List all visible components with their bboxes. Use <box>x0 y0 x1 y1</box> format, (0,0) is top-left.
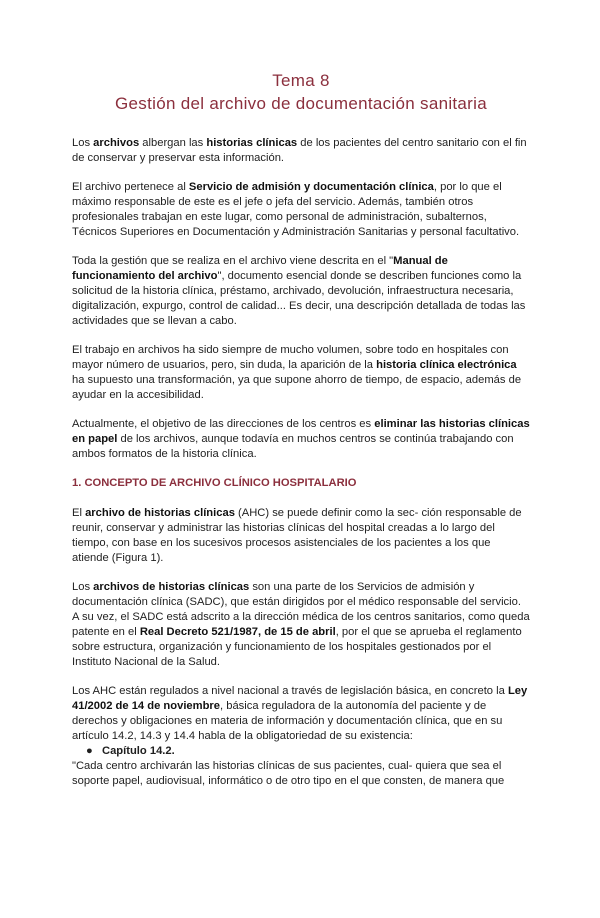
text: , básica reguladora de la autonomía del paciente y de derechos y obligaciones en materia de información y documentación clínica, que en su artículo 14.2, 14.3 y 14.4 habla de la obligatoriedad de su existencia: <box>72 700 503 742</box>
bold-term: Ley 41/2002 de 14 de noviembre <box>72 685 528 712</box>
text: Actualmente, el objetivo de las direcciones de los centros es <box>72 418 375 430</box>
chapter-subtitle: Gestión del archivo de documentación sanitaria <box>115 94 487 113</box>
text: Toda la gestión que se realiza en el archivo viene descrita en el " <box>72 255 394 267</box>
paragraph-1 <box>72 136 530 166</box>
section-heading: 1. CONCEPTO DE ARCHIVO CLÍNICO HOSPITALARIO <box>72 477 357 489</box>
chapter-title: Tema 8 <box>272 71 330 90</box>
text: de los archivos, aunque todavía en muchos centros se continúa trabajando con ambos formatos de la historia clínica. <box>72 433 514 460</box>
bold-term: Manual de funcionamiento del archivo <box>72 255 448 282</box>
paragraph-8 <box>72 684 530 744</box>
title-block <box>72 70 530 115</box>
bold-term: eliminar las historias clínicas en papel <box>72 418 530 445</box>
text: (AHC) se puede definir como la sec- ción responsable de reunir, conservar y administrar las historias clínicas del hospital creadas a lo largo del tiempo, con base en los sucesivos procesos asistenciales de los pacientes a los que atiende (Figura 1). <box>72 507 522 564</box>
text: son una parte de los Servicios de admisión y documentación clínica (SADC), que están dirigidos por el médico responsable del servicio. A su vez, el SADC está adscrito a la dirección médica de los centros sanitarios, como queda patente en el <box>72 581 530 638</box>
text: El archivo pertenece al <box>72 181 189 193</box>
text: Los <box>72 581 94 593</box>
document-page <box>0 70 600 918</box>
text: ", documento esencial donde se describen funciones como la solicitud de la historia clínica, préstamo, archivado, devolución, infraestructura necesaria, digitalización, expurgo, control de calidad... Es decir, una descripción detallada de todas las actividades que se llevan a cabo. <box>72 270 526 327</box>
text: El <box>72 507 86 519</box>
bold-term: Real Decreto 521/1987, de 15 de abril <box>139 626 336 638</box>
paragraph-2 <box>72 180 530 240</box>
quote-text: "Cada centro archivarán las historias clínicas de sus pacientes, cual- quiera que sea el soporte papel, audiovisual, informático o de otro tipo en el que consten, de manera que <box>72 760 505 787</box>
bold-term: archivo de historias clínicas <box>85 507 235 519</box>
text: , por el que se aprueba el reglamento sobre estructura, organización y funcionamiento de los hospitales gestionados por el Instituto Nacional de la Salud. <box>72 626 522 668</box>
text: Los AHC están regulados a nivel nacional a través de legislación básica, en concreto la <box>72 685 508 697</box>
text: albergan las <box>139 137 207 149</box>
text: Los <box>72 137 94 149</box>
text: El trabajo en archivos ha sido siempre de mucho volumen, sobre todo en hospitales con mayor número de usuarios, pero, sin duda, la aparición de la <box>72 344 509 371</box>
bold-term: historias clínicas <box>206 137 298 149</box>
paragraph-6 <box>72 506 530 566</box>
paragraph-5 <box>72 417 530 462</box>
bold-term: Servicio de admisión y documentación clínica <box>188 181 434 193</box>
bold-term: historia clínica electrónica <box>376 359 517 371</box>
bold-term: archivos <box>93 137 140 149</box>
bullet-icon: ● <box>86 745 93 757</box>
paragraph-4 <box>72 343 530 403</box>
paragraph-3 <box>72 254 530 329</box>
document-body <box>72 136 530 789</box>
bullet-item <box>86 744 530 759</box>
text: ha supuesto una transformación, ya que supone ahorro de tiempo, de espacio, además de ayudar en la accesibilidad. <box>72 374 522 401</box>
paragraph-7 <box>72 580 530 670</box>
text: , por lo que el máximo responsable de este es el jefe o jefa del servicio. Además, también otros profesionales trabajan en este lugar, como personal de administración, subalternos, Técnicos Superiores en Documentación y Administración Sanitarias y personal facultativo. <box>72 181 520 238</box>
bold-term: archivos de historias clínicas <box>93 581 250 593</box>
text: de los pacientes del centro sanitario con el fin de conservar y preservar esta información. <box>72 137 527 164</box>
bullet-label: Capítulo 14.2. <box>102 745 175 757</box>
